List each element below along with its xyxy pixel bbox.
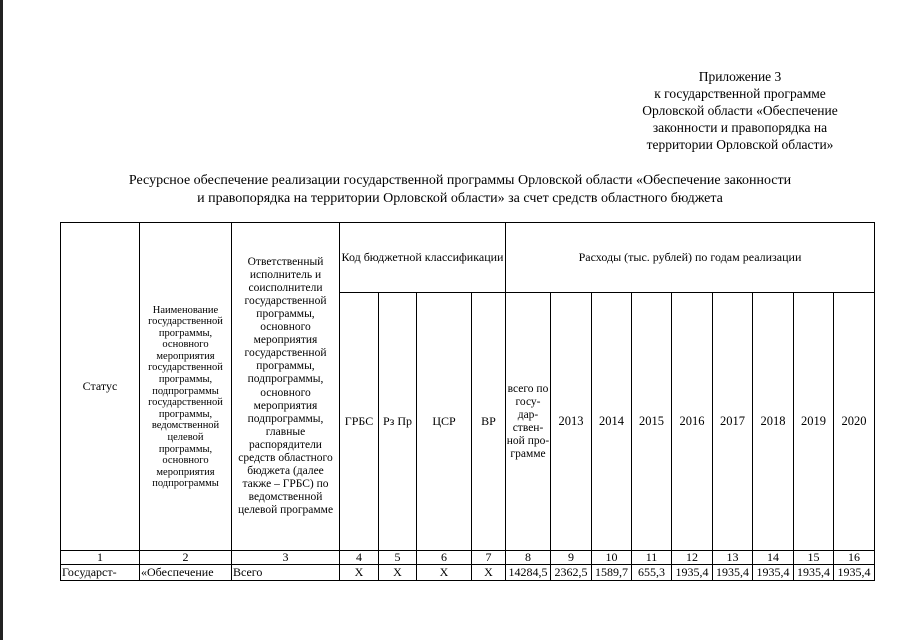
header-year: 2017 [713, 293, 753, 551]
table-row [61, 565, 875, 581]
appendix-line: Приложение 3 [698, 69, 782, 84]
header-name: Наименование государственной программы, основного мероприятия государственной программы, подпрограммы государственной программы, ведомственной целевой программы, основного мероприятия подпрограммы [140, 223, 232, 551]
cell-year-value: 2362,5 [551, 565, 592, 581]
column-number: 5 [379, 551, 417, 565]
header-year: 2020 [834, 293, 875, 551]
cell-rzpr: Х [379, 565, 417, 581]
cell-csr: Х [417, 565, 472, 581]
column-number: 2 [140, 551, 232, 565]
appendix-line: законности и правопорядка на [652, 120, 828, 135]
column-number: 8 [506, 551, 551, 565]
header-year: 2013 [551, 293, 592, 551]
cell-responsible: Всего [232, 565, 340, 581]
document-title [60, 172, 860, 208]
header-status: Статус [61, 223, 140, 551]
column-number: 4 [340, 551, 379, 565]
cell-total: 14284,5 [506, 565, 551, 581]
header-year: 2016 [672, 293, 713, 551]
column-number: 15 [794, 551, 834, 565]
cell-year-value: 1935,4 [834, 565, 875, 581]
resource-table [60, 222, 875, 581]
cell-year-value: 1589,7 [592, 565, 632, 581]
column-number: 16 [834, 551, 875, 565]
appendix-line: Орловской области «Обеспечение [642, 103, 838, 118]
header-csr: ЦСР [417, 293, 472, 551]
header-expenses: Расходы (тыс. рублей) по годам реализации [506, 223, 875, 293]
column-number: 10 [592, 551, 632, 565]
column-number: 7 [472, 551, 506, 565]
cell-year-value: 1935,4 [672, 565, 713, 581]
column-number: 14 [753, 551, 794, 565]
column-number: 12 [672, 551, 713, 565]
header-grbs: ГРБС [340, 293, 379, 551]
appendix-line: территории Орловской области» [646, 137, 834, 152]
header-year: 2015 [632, 293, 672, 551]
cell-year-value: 655,3 [632, 565, 672, 581]
cell-year-value: 1935,4 [794, 565, 834, 581]
header-year: 2018 [753, 293, 794, 551]
appendix-header [610, 68, 870, 153]
cell-year-value: 1935,4 [713, 565, 753, 581]
header-responsible: Ответственный исполнитель и соисполнители государственной программы, основного мероприятия государственной программы, подпрограммы, основного мероприятия подпрограммы, главные распорядители средств областного бюджета (далее также – ГРБС) по ведомственной целевой программе [232, 223, 340, 551]
column-number: 11 [632, 551, 672, 565]
title-line: и правопорядка на территории Орловской области» за счет средств областного бюджета [197, 191, 723, 206]
appendix-line: к государственной программе [654, 86, 826, 101]
cell-name: «Обеспечение [140, 565, 232, 581]
column-number: 6 [417, 551, 472, 565]
cell-year-value: 1935,4 [753, 565, 794, 581]
column-number: 9 [551, 551, 592, 565]
header-vr: ВР [472, 293, 506, 551]
column-number: 3 [232, 551, 340, 565]
header-budget-code: Код бюджетной классификации [340, 223, 506, 293]
cell-grbs: Х [340, 565, 379, 581]
header-year: 2019 [794, 293, 834, 551]
cell-vr: Х [472, 565, 506, 581]
header-total: всего по госу-дар-ствен-ной про-грамме [506, 293, 551, 551]
column-number: 1 [61, 551, 140, 565]
scan-edge [0, 0, 3, 640]
cell-status: Государст- [61, 565, 140, 581]
title-line: Ресурсное обеспечение реализации государственной программы Орловской области «Обеспечение законности [128, 173, 792, 188]
column-number-row [61, 551, 875, 565]
header-year: 2014 [592, 293, 632, 551]
header-rzpr: Рз Пр [379, 293, 417, 551]
column-number: 13 [713, 551, 753, 565]
